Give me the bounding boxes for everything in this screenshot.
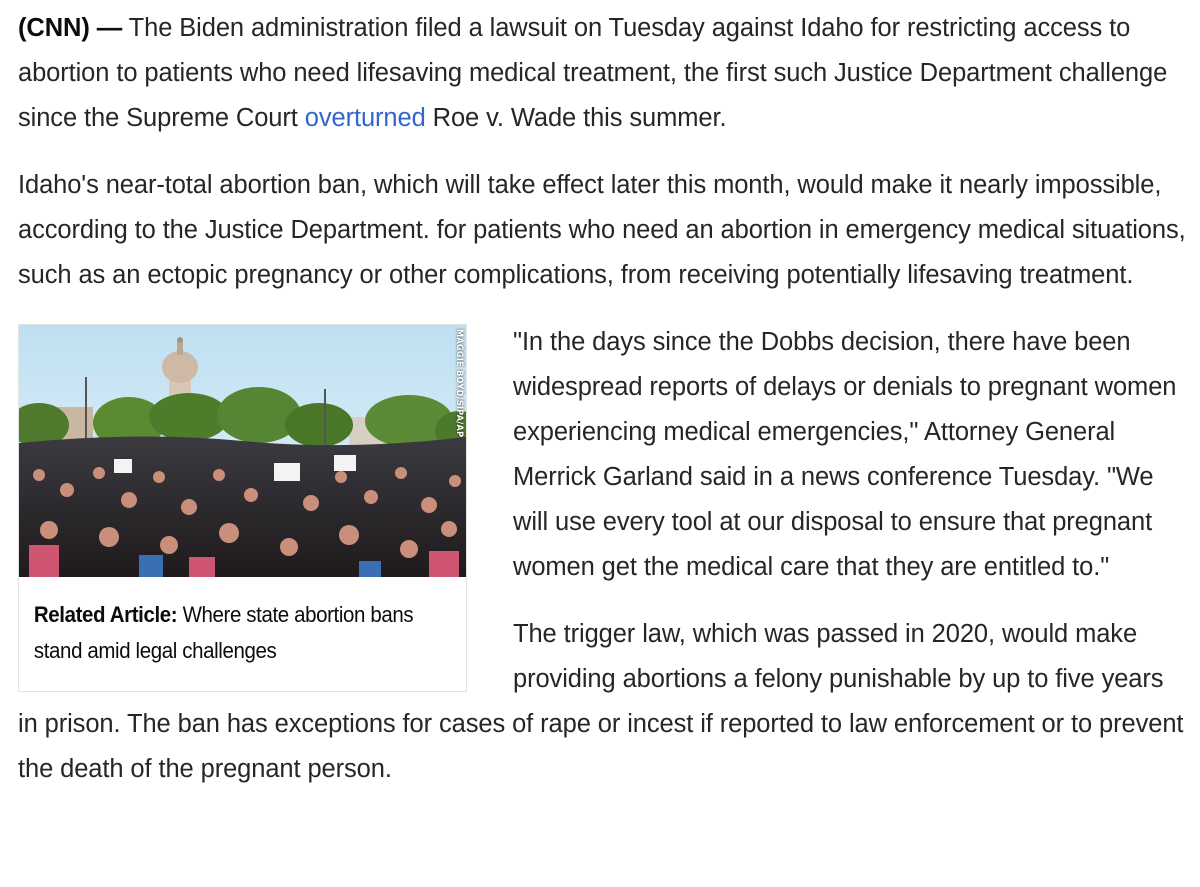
article-body (18, 6, 1190, 814)
related-article-image[interactable] (19, 325, 466, 577)
article-paragraph-3: "In the days since the Dobbs decision, there have been widespread reports of delays or denials to pregnant women experiencing medical emergencies," Attorney General Merrick Garland said in a news conference Tuesday. "We will use every tool at our disposal to ensure that pregnant women get the medical care that they are entitled to." (513, 328, 1177, 581)
photo-credit: MAGGIE BOYD/SIPA/AP (454, 329, 464, 438)
dateline: (CNN) — (18, 14, 123, 42)
related-article-title[interactable]: Where state abortion bans stand amid legal challenges (33, 602, 414, 663)
article-paragraph-4: The trigger law, which was passed in 2020, would make providing abortions a felony punishable by up to five years in prison. The ban has exceptions for cases of rape or incest if reported to law enforcement or to prevent the death of the pregnant person. (18, 620, 1184, 783)
related-article-caption[interactable] (19, 577, 465, 691)
related-article-label: Related Article: (33, 602, 178, 627)
article-paragraph-1 (18, 6, 1190, 141)
related-article-card[interactable] (18, 324, 467, 692)
paragraph-1-text-end: Roe v. Wade this summer. (425, 104, 727, 132)
protest-photo (19, 325, 466, 577)
overturned-link[interactable]: overturned (304, 104, 426, 132)
article-paragraph-2: Idaho's near-total abortion ban, which will take effect later this month, would make it nearly impossible, according to the Justice Department. for patients who need an abortion in emergency medical situations, such as an ectopic pregnancy or other complications, from receiving potentially lifesaving treatment. (18, 171, 1186, 289)
paragraph-1-text-start: The Biden administration filed a lawsuit on Tuesday against Idaho for restricting access to abortion to patients who need lifesaving medical treatment, the first such Justice Department challenge since the Supreme Court (18, 14, 1168, 132)
